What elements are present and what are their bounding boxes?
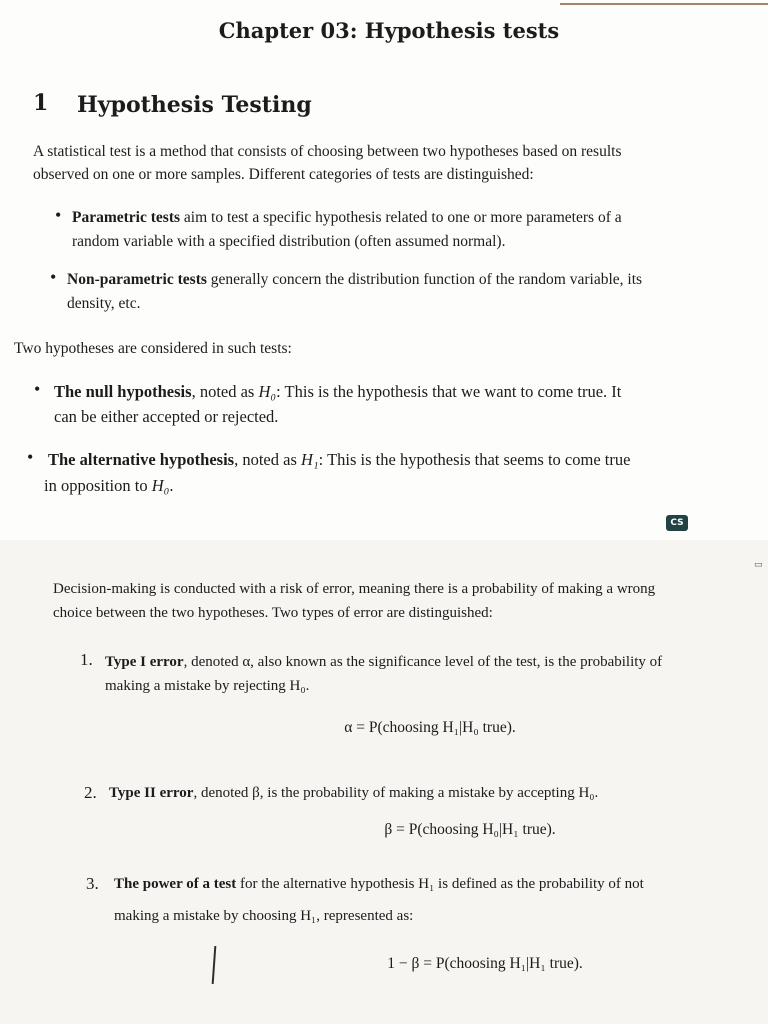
error-1-line-2: making a mistake by rejecting H₀.	[105, 678, 310, 694]
alt-hypothesis-term: The alternative hypothesis	[48, 450, 235, 469]
intro-line-2: observed on one or more samples. Different categories of tests are distinguished:	[33, 166, 534, 183]
error-1-number: 1.	[80, 650, 93, 669]
parametric-line-1: Parametric tests aim to test a specific hypothesis related to one or more parameters of a	[72, 209, 622, 226]
nonparametric-line-1: Non-parametric tests generally concern the distribution function of the random variable, its	[67, 271, 643, 288]
intro-line-1: A statistical test is a method that consists of choosing between two hypotheses based on results	[33, 143, 622, 160]
formula-power: 1 − β = P(choosing H₁|H₁ true).	[387, 955, 583, 972]
error-3-number: 3.	[86, 874, 99, 893]
formula-beta: β = P(choosing H₀|H₁ true).	[384, 821, 556, 838]
bullet-null: •	[34, 379, 41, 399]
error-2-number: 2.	[84, 783, 97, 802]
type-ii-error-term: Type II error	[109, 785, 194, 801]
power-term: The power of a test	[114, 876, 237, 892]
power-line-2: making a mistake by choosing H₁, represented as:	[114, 908, 414, 924]
camscanner-logo: CS	[666, 515, 688, 531]
type-i-error-term: Type I error	[105, 654, 184, 670]
error-1-line-1: Type I error, denoted α, also known as the significance level of the test, is the probability of	[105, 654, 663, 670]
decision-line-2: choice between the two hypotheses. Two types of error are distinguished:	[53, 605, 493, 621]
section-title: Hypothesis Testing	[77, 92, 312, 118]
formula-alpha: α = P(choosing H₁|H₀ true).	[344, 719, 516, 736]
bullet-nonparametric: •	[50, 267, 57, 287]
null-hypothesis-term: The null hypothesis	[54, 382, 192, 401]
bullet-parametric: •	[55, 205, 62, 225]
power-line-1: The power of a test for the alternative hypothesis H₁ is defined as the probability of not	[114, 876, 644, 892]
alt-hypothesis-line-1: The alternative hypothesis, noted as H₁: This is the hypothesis that seems to come true	[48, 450, 631, 469]
section-number: 1	[33, 90, 49, 116]
chapter-title: Chapter 03: Hypothesis tests	[218, 18, 560, 43]
bullet-alternative: •	[27, 447, 34, 467]
edge-mark-icon: ▭	[754, 560, 763, 570]
parametric-line-2: random variable with a specified distribution (often assumed normal).	[72, 233, 506, 250]
parametric-term: Parametric tests	[72, 209, 181, 226]
decision-line-1: Decision-making is conducted with a risk of error, meaning there is a probability of making a wrong	[53, 581, 656, 597]
nonparametric-line-2: density, etc.	[67, 295, 141, 312]
null-hypothesis-line-1: The null hypothesis, noted as H₀: This is the hypothesis that we want to come true. It	[54, 382, 622, 401]
alt-hypothesis-line-2: in opposition to H₀.	[44, 476, 174, 495]
page-edge-line	[560, 3, 768, 5]
two-hypotheses-intro: Two hypotheses are considered in such tests:	[14, 340, 292, 357]
nonparametric-term: Non-parametric tests	[67, 271, 207, 288]
null-hypothesis-line-2: can be either accepted or rejected.	[54, 407, 279, 426]
error-2-line-1: Type II error, denoted β, is the probability of making a mistake by accepting H₀.	[109, 785, 599, 801]
